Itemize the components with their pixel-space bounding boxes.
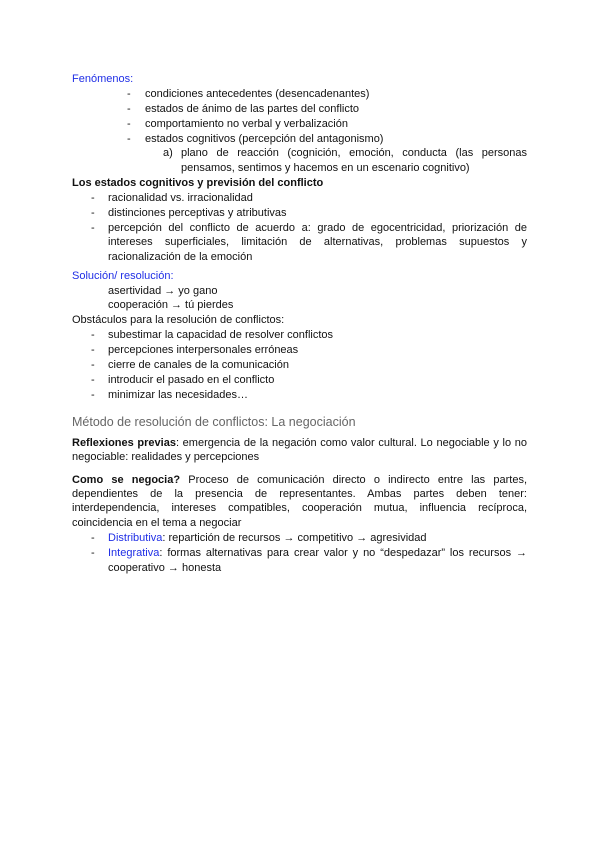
list-item-line <box>108 546 527 561</box>
list-item-line: cooperativo → honesta <box>108 562 222 574</box>
bullet-dash: - <box>91 329 95 341</box>
reflexiones-line <box>72 436 527 451</box>
fenomenos-title: Fenómenos: <box>72 73 134 85</box>
como-line: interdependencia, intereses compatibles, cooperación mutua, influencia recíproca, <box>72 502 527 514</box>
sub-list-item-line: pensamos, sentimos y hacemos en un escenario cognitivo) <box>181 162 470 174</box>
bullet-dash: - <box>127 88 131 100</box>
bullet-dash: - <box>91 222 95 234</box>
como-text: Proceso de comunicación directo o indirecto entre las partes, <box>180 474 527 486</box>
integrativa-text: : formas alternativas para crear valor y no “despedazar” los recursos → <box>159 547 527 559</box>
como-label: Como se negocia? <box>72 474 181 486</box>
solucion-line: cooperación → tú pierdes <box>108 299 234 311</box>
section-heading: Método de resolución de conflictos: La negociación <box>72 415 356 429</box>
list-item: introducir el pasado en el conflicto <box>108 374 275 386</box>
sub-list-item-line: plano de reacción (cognición, emoción, conducta (las personas <box>181 147 527 159</box>
bullet-dash: - <box>127 118 131 130</box>
obstaculos-title: Obstáculos para la resolución de conflictos: <box>72 314 285 326</box>
bullet-dash: - <box>91 374 95 386</box>
distributiva-text: : repartición de recursos → competitivo → agresividad <box>162 532 427 544</box>
bullet-dash: - <box>127 103 131 115</box>
bullet-dash: - <box>91 547 95 559</box>
list-item: estados de ánimo de las partes del conflicto <box>145 103 360 115</box>
estados-heading: Los estados cognitivos y previsión del conflicto <box>72 177 324 189</box>
solucion-line: asertividad → yo gano <box>108 285 218 297</box>
list-item-line: percepción del conflicto de acuerdo a: grado de egocentricidad, priorización de <box>108 222 527 234</box>
list-item: cierre de canales de la comunicación <box>108 359 289 371</box>
list-item: minimizar las necesidades… <box>108 389 248 401</box>
sub-list-marker: a) <box>163 147 173 159</box>
list-item-line: intereses superficiales, limitación de alternativas, problemas supuestos y <box>108 236 527 248</box>
bullet-dash: - <box>91 359 95 371</box>
list-item: estados cognitivos (percepción del antagonismo) <box>145 133 384 145</box>
solucion-title: Solución/ resolución: <box>72 270 174 282</box>
list-item: percepciones interpersonales erróneas <box>108 344 299 356</box>
bullet-dash: - <box>127 133 131 145</box>
como-line: dependientes de la presencia de representantes. Ambas partes deben tener: <box>72 488 527 500</box>
bullet-dash: - <box>91 532 95 544</box>
integrativa-label: Integrativa <box>108 547 160 559</box>
como-line: coincidencia en el tema a negociar <box>72 517 242 529</box>
como-line <box>72 473 527 488</box>
reflexiones-text: : emergencia de la negación como valor cultural. Lo negociable y lo no <box>175 437 527 449</box>
list-item <box>108 531 427 546</box>
list-item: racionalidad vs. irracionalidad <box>108 192 253 204</box>
bullet-dash: - <box>91 389 95 401</box>
bullet-dash: - <box>91 344 95 356</box>
list-item: subestimar la capacidad de resolver conflictos <box>108 329 334 341</box>
list-item: condiciones antecedentes (desencadenantes) <box>145 88 370 100</box>
distributiva-label: Distributiva <box>108 532 163 544</box>
list-item: comportamiento no verbal y verbalización <box>145 118 348 130</box>
list-item-line: racionalización de la emoción <box>108 251 253 263</box>
bullet-dash: - <box>91 207 95 219</box>
reflexiones-line: negociable: realidades y percepciones <box>72 451 260 463</box>
bullet-dash: - <box>91 192 95 204</box>
reflexiones-label: Reflexiones previas <box>72 437 176 449</box>
list-item: distinciones perceptivas y atributivas <box>108 207 287 219</box>
